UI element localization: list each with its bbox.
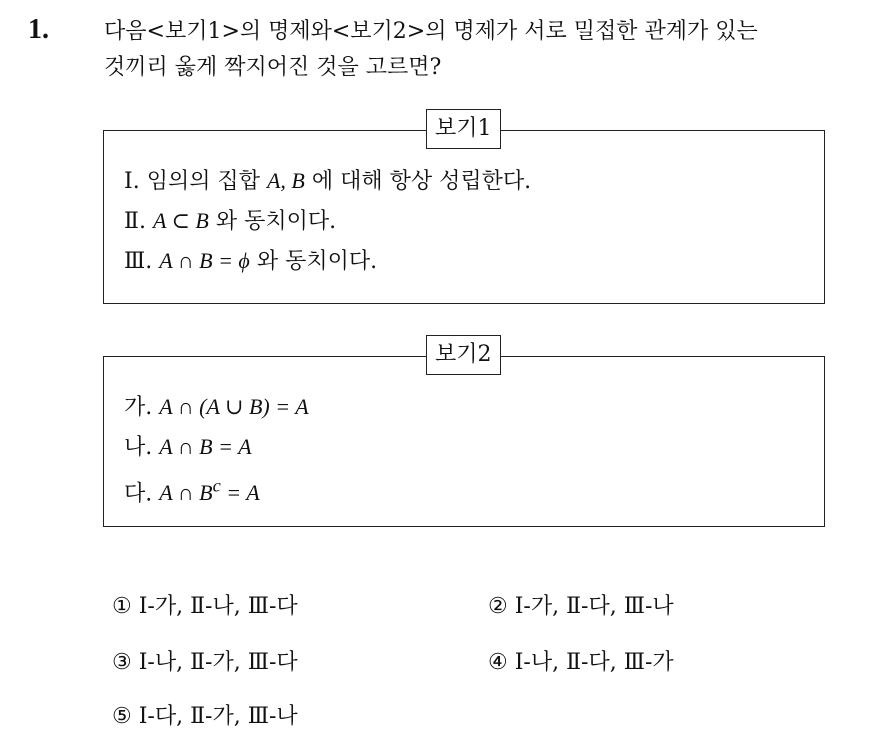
item-math <box>159 476 260 506</box>
choice-text: Ⅰ-가, Ⅱ-나, Ⅲ-다 <box>138 594 298 619</box>
item-marker: 다. <box>124 481 153 507</box>
question-number: 1. <box>28 14 49 45</box>
item-math: A ∩ B = A <box>159 434 252 459</box>
item-text: 와 동치이다. <box>256 249 378 274</box>
box-2 <box>103 342 825 527</box>
box-2-item-3 <box>124 467 309 513</box>
item-text: 에 대해 항상 성립한다. <box>311 169 532 194</box>
item-marker: 나. <box>124 435 153 460</box>
item-marker: Ⅰ. <box>124 169 140 194</box>
box-1-item-1 <box>124 161 531 201</box>
box-1-item-3 <box>124 241 531 281</box>
item-math-rest: = A <box>220 480 260 506</box>
item-marker: 가. <box>124 395 153 420</box>
box-2-item-1 <box>124 387 309 427</box>
box-1-items <box>124 161 531 281</box>
item-marker: Ⅱ. <box>124 209 146 234</box>
choice-number: ① <box>112 594 132 619</box>
box-2-item-2 <box>124 427 309 467</box>
box-1-item-2 <box>124 201 531 241</box>
choice-5[interactable] <box>112 702 298 732</box>
box-1-label: 보기1 <box>426 109 501 149</box>
question-text-line-2: 것끼리 옳게 짝지어진 것을 고르면? <box>104 55 442 80</box>
choice-text: Ⅰ-나, Ⅱ-가, Ⅲ-다 <box>138 650 298 675</box>
choice-text: Ⅰ-다, Ⅱ-가, Ⅲ-나 <box>138 704 298 729</box>
choice-number: ④ <box>488 650 508 675</box>
choice-4[interactable] <box>488 648 674 678</box>
item-math: A ∩ B = ϕ <box>159 248 250 273</box>
box-1 <box>103 116 825 304</box>
choice-number: ② <box>488 594 508 619</box>
choice-2[interactable] <box>488 592 674 622</box>
choice-number: ⑤ <box>112 704 132 729</box>
choice-number: ③ <box>112 650 132 675</box>
choice-1[interactable] <box>112 592 298 622</box>
item-text: 임의의 집합 <box>146 169 260 194</box>
item-math: A, B <box>266 168 305 193</box>
question-text <box>104 14 874 86</box>
choice-text: Ⅰ-나, Ⅱ-다, Ⅲ-가 <box>514 650 674 675</box>
item-math-superscript: c <box>212 476 221 496</box>
item-math: A ∩ (A ∪ B) = A <box>159 394 309 419</box>
box-2-items <box>124 387 309 513</box>
choice-3[interactable] <box>112 648 298 678</box>
question-text-line-1: 다음<보기1>의 명제와<보기2>의 명제가 서로 밀접한 관계가 있는 <box>104 19 758 44</box>
item-math-base: A ∩ B <box>159 480 213 506</box>
item-text: 와 동치이다. <box>215 209 337 234</box>
box-2-label: 보기2 <box>426 335 501 375</box>
item-marker: Ⅲ. <box>124 249 153 274</box>
choice-text: Ⅰ-가, Ⅱ-다, Ⅲ-나 <box>514 594 674 619</box>
item-math: A ⊂ B <box>152 208 209 233</box>
